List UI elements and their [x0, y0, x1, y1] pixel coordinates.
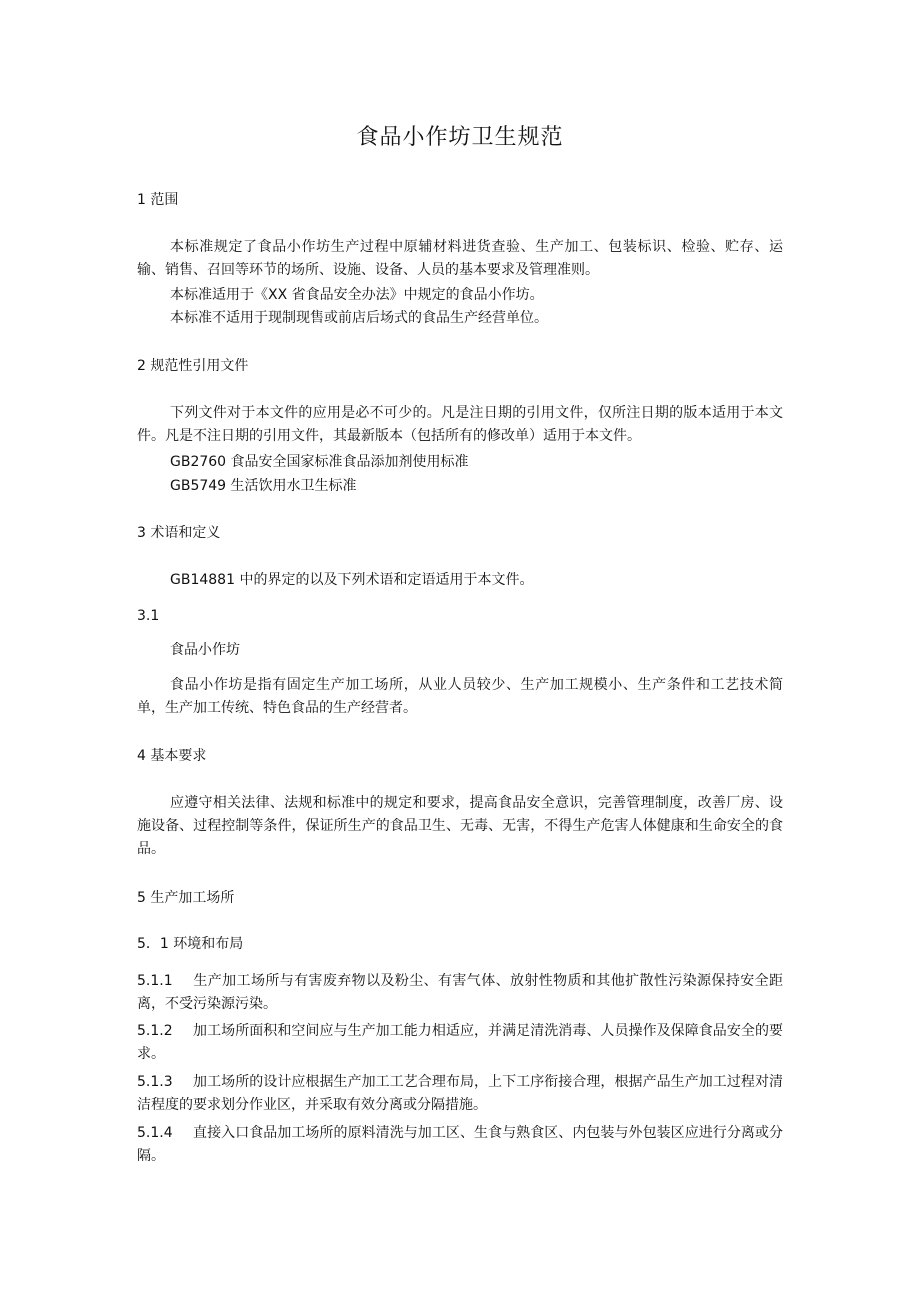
clause-text: 加工场所面积和空间应与生产加工能力相适应，并满足清洗消毒、人员操作及保障食品安全的要求。 [137, 1023, 783, 1062]
section-2-heading: 2 规范性引用文件 [137, 358, 249, 374]
clause-5-1-2 [137, 1020, 783, 1066]
section-1-heading: 1 范围 [137, 192, 179, 208]
section-4-heading: 4 基本要求 [137, 748, 207, 764]
section-3-paragraph-1: GB14881 中的界定的以及下列术语和定语适用于本文件。 [170, 572, 534, 588]
clause-number: 5.1.1 [137, 973, 173, 989]
reference-gb5749: GB5749 生活饮用水卫生标准 [170, 478, 357, 494]
section-2-paragraph-1: 下列文件对于本文件的应用是必不可少的。凡是注日期的引用文件，仅所注日期的版本适用于本文件。凡是不注日期的引用文件，其最新版本（包括所有的修改单）适用于本文件。 [137, 405, 783, 444]
section-1-paragraph-2: 本标准适用于《XX 省食品安全办法》中规定的食品小作坊。 [170, 287, 544, 303]
section-3-heading: 3 术语和定义 [137, 525, 221, 541]
document-title: 食品小作坊卫生规范 [356, 125, 564, 150]
clause-number: 5.1.3 [137, 1074, 173, 1090]
clause-text: 生产加工场所与有害废弃物以及粉尘、有害气体、放射性物质和其他扩散性污染源保持安全距离，不受污染源污染。 [137, 973, 783, 1012]
term-name: 食品小作坊 [170, 642, 240, 658]
clause-text: 加工场所的设计应根据生产加工工艺合理布局，上下工序衔接合理，根据产品生产加工过程对清洁程度的要求划分作业区，并采取有效分离或分隔措施。 [137, 1074, 783, 1113]
subsection-3-1-number: 3.1 [137, 608, 160, 624]
subsection-5-1-heading: 5．1 环境和布局 [137, 936, 244, 952]
section-1-paragraph-3: 本标准不适用于现制现售或前店后场式的食品生产经营单位。 [170, 310, 548, 326]
clause-text: 直接入口食品加工场所的原料清洗与加工区、生食与熟食区、内包装与外包装区应进行分离或分隔。 [137, 1125, 783, 1164]
clause-number: 5.1.4 [137, 1125, 173, 1141]
reference-gb2760: GB2760 食品安全国家标准食品添加剂使用标准 [170, 454, 469, 470]
clause-5-1-3 [137, 1071, 783, 1117]
section-5-heading: 5 生产加工场所 [137, 890, 235, 906]
section-4-paragraph-1: 应遵守相关法律、法规和标准中的规定和要求，提高食品安全意识，完善管理制度，改善厂房、设施设备、过程控制等条件，保证所生产的食品卫生、无毒、无害，不得生产危害人体健康和生命安全的食品。 [137, 795, 783, 857]
clause-number: 5.1.2 [137, 1023, 173, 1039]
term-definition: 食品小作坊是指有固定生产加工场所，从业人员较少、生产加工规模小、生产条件和工艺技术简单，生产加工传统、特色食品的生产经营者。 [137, 677, 783, 716]
clause-5-1-4 [137, 1122, 783, 1168]
clause-5-1-1 [137, 970, 783, 1016]
section-1-paragraph-1: 本标准规定了食品小作坊生产过程中原辅材料进货查验、生产加工、包装标识、检验、贮存、运输、销售、召回等环节的场所、设施、设备、人员的基本要求及管理准则。 [137, 239, 783, 278]
